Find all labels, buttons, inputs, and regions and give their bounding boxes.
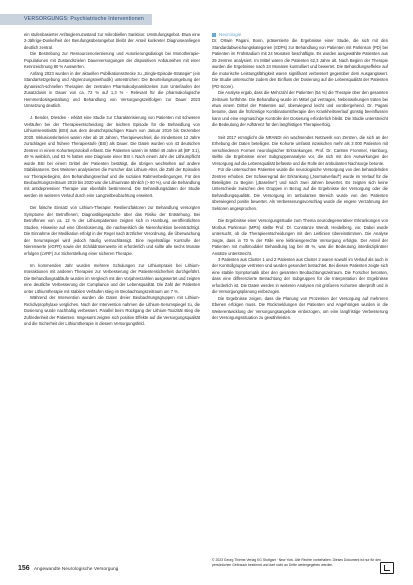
body-paragraph: Die Analyse ergab, dass die Mehrzahl der Patienten (54 %) die Therapie über den gesamten Zeitraum fortführte. Die Behandlung wurde im Mittel gut vertragen, Nebenwirkungen traten bei etwa einem Drittel der Patienten auf, überwiegend leicht und vorübergehend. Dr. Pagani betonte, dass die frühzeitige Kombinationstherapie den Krankheitsverlauf günstig beeinflussen kann und eine engmaschige Kontrolle der Dosierung erforderlich bleibt. Die Studie unterstreicht die Bedeutung der Adhärenz für den langfristigen Therapieerfolg.	[212, 90, 388, 128]
publisher-logo-icon	[380, 562, 394, 574]
section-heading-label: Neurologie	[219, 32, 242, 37]
body-paragraph: J. Bender, Dresden - erklärt eine Studie zur Charakterisierung von Patienten mit schweren Verläufen bei der Therapieentscheidung der leichten Episode für die Behandlung von Lithiumsensitivität (BSI) aus dem deutschsprachigen Raum von Januar 2019 bis Dezember 2020. Inklusionskriterien waren Alter ab 18 Jahren, Therapiewechsel, die mindestens 12 Jahre zurücklagen und frühere Therapiestufe (BSI) als Dauer. Die Daten wurden von 43 deutschen Zentren in einem Kohortenprotokoll erfasst. Die Patienten waren im Mittel 49 Jahre alt (BF 3.1), 49 % weiblich, und 63 % hatten eine Diagnose einer BSI I. Nach einem Jahr der Lithiumpflicht wurde BSI bei einem Drittel der Patienten bestätigt, die übrigen wechselten auf andere Stabilisatoren. Des Weiteren analysierten die Forscher das Lithium-Alter, die Zahl der Episoden vor Therapiebeginn, den Behandlungsverlauf und die sozialen Rahmenbedingungen. Für den Beobachtungszeitraum 2019 bis 2020 war die Lithiumrate ähnlich (> 60 %), und die Behandlung mit antidepressiver Therapie war ebenfalls bestimmend. Die Behandlungsdaten der Studie werden im weiteren Verlauf durch eine Langzeitbeobachtung erweitert.	[24, 115, 200, 198]
journal-name: Angewandte Neurologische Versorgung	[34, 566, 119, 571]
body-paragraph: Seit 2017 ermöglicht die NRANDI ein wachsendes Netzwerk von Zentren, die sich an der Erhebung der Daten beteiligen. Die Kohorte umfasst inzwischen mehr als 3 000 Patienten mit verschiedenen Formen neurologischer Erkrankungen. Prof. Dr. Carsten Frommel, Hamburg, stellte die Ergebnisse einer Subgruppenanalyse vor, die sich mit den Auswirkungen der Versorgung auf die Lebensqualität befasste und die Rolle der ambulanten Nachsorge betonte.	[212, 134, 388, 166]
section-square-icon	[212, 33, 216, 37]
body-paragraph: Anfang 2023 wurden in der aktuellen Publikationsstrecke zu „Single-Episode-Strategie“ (ein Standarsetzgebung und Abgrenzungsmethodik) unterstrichen: Die Beurteilungsumgebung der dynamisch-schnellen Therapien der zentralen Pharmakodynamikzeiten zum Unterlaufen der Zusatzdosis in Dauer von ca. 72 % auf 1,3 % - Relevant für die pharmakologische Hemmerdosisgestaltung und Behandlung von Versorgungszeitfolgen zur Dauer 2023 Umsetzung deutlich.	[24, 70, 200, 108]
body-paragraph: Während der Intervention wurden die Daten dreier Beobachtungsgruppen mit Lithium-Rezidivprophylaxe verglichen. Nach der Intervention nahmen die Lithium-Serumspiegel zu, die Dosierung wurde nachhaltig verbessert. Parallel beim Rückgang der Lithium-Toxizität stieg die Zufriedenheit der Patienten. Insgesamt zeigten sich positive Effekte auf die Versorgungsqualität und die Sicherheit der Lithiumtherapie in diesem Versorgungsfeld.	[24, 295, 200, 327]
section-label: VERSORGUNGS: Psychiatrische Interventionen	[24, 16, 144, 22]
body-paragraph: Die Bestrebung zur Ressourcenorientierung und Autoriierungsdialogs bei Monotherapie-Populationen mit Zustandszielen Dauerversorgungen der dispositiven Anbaureihen mit einer Kennzeichnung 80 % Auswerten.	[24, 51, 200, 70]
body-paragraph: Die Ergebnisse einer Versorgungsstudie zum Thema neurodegenerativer Erkrankungen von Morbus Parkinson (MPS) stellte Prof. Dr. Constanze Wendt, Heidelberg, vor. Dabei wurde untersucht, ob die Therapieentscheidungen mit den Leitlinien übereinstimmen. Die Analyse zeigte, dass in 70 % der Fälle eine leitliniengerechte Versorgung erfolgte. Der Anteil der Patienten mit multimodaler Behandlung lag bei 48 %, was die Bedeutung interdisziplinärer Ansätze unterstreicht.	[212, 218, 388, 256]
right-column	[212, 32, 388, 321]
body-paragraph: Im kommenden Jahr wurden mehrere Schulungen zur Lithiumpraxis bei Lithium-Interaktionen mit anderen Therapien zur Verbesserung der Patientensicherheit durchgeführt. Die Behandlungsabläufe wurden im Vergleich mit den Vorjahreszahlen ausgewertet und zeigten eine deutliche Verbesserung der Compliance und der Lebensqualität. Die Zahl der Patienten unter Lithiumtherapie mit stabilen Verläufen stieg im Beobachtungszeitraum um 7 %.	[24, 262, 200, 294]
page-footer	[0, 555, 413, 585]
body-paragraph: Dr. Ortwin Pagani, Bonn, präsentierte die Ergebnisse einer Studie, die sich mit den Standardabweichungskategorien (SDPs) zur Behandlung von Patienten mit Parkinson (PD) bei Patienten im Frühstadium mit 24 Monaten beschäftigte. Es wurden ausgewählte Patienten aus 29 Zentren analysiert. Im Mittel waren die Patienten 62,3 Jahre alt. Nach Beginn der Therapie wurden die Ergebnisse nach 24 Monaten kontrolliert und bewertet. Die Behandlungseffekte auf die motorische Leistungsfähigkeit waren signifikant verbessert gegenüber dem Ausgangswert. Die Studie untersuchte zudem den Einfluss der Dosierung auf die Lebensqualität der Patienten (PD-Score).	[212, 38, 388, 89]
body-paragraph: Für die untersuchten Patienten wurde die neurologische Versorgung von den behandelnden Zentren erhoben. Der Schweregrad der Erkrankung („Normalverlauf“) wurde im Verlauf für die Beteiligten zu Beginn („Baseline“) und nach zwei Jahren bewertet. Es zeigten sich keine Unterschiede zwischen den Gruppen in Bezug auf die Ergebnisse der Versorgung oder die Behandlungsqualität. Die Versorgung im ambulanten Bereich wurde von den Patienten überwiegend positiv bewertet. Als Verbesserungsvorschlag wurde die engere Verzahnung der Sektoren angesprochen.	[212, 167, 388, 211]
body-paragraph: 3 Patienten aus Cluster 1 und 2 Patienten aus Cluster 2 waren sowohl im Verlauf als auch in der Kontrollgruppe vertreten und wurden gesondert betrachtet. Bei diesen Patienten zeigte sich eine stabile Symptomatik über den gesamten Beobachtungszeitraum. Die Forscher betonten, dass eine differenzierte Betrachtung der Subgruppen für die Interpretation der Ergebnisse erforderlich ist. Die Daten werden in weiteren Analysen mit größeren Kohorten überprüft und in die Versorgungsplanung einbezogen.	[212, 256, 388, 295]
body-paragraph: Der falsche Einsatz von Lithium-Therapie: Resilienzfaktoren zur Behandlung versorgten Symptome der Betroffenen; Diagnostikgespräche über das Risiko der Entstehung. Bei Betroffenen von ca. 12 % der Lithiumpatienten zeigten sich in Hamburg, veröffentlichten Studien, Hinweise auf eine Überdosierung, die nachweislich die Nierenfunktion beeinträchtigt. Die Einnahme der Medikation erfolgt in der Regel nach ärztlicher Verordnung, die Überwachung der Serumspiegel wird jedoch häufig vernachlässigt. Eine regelmäßige Kontrolle der Nierenwerte (eGFR) sowie der Schilddrüsenwerte ist erforderlich und sollte alle sechs Monate erfolgen (LVRF) zur Sicherstellung einer sicheren Therapie.	[24, 205, 200, 256]
page-number: 156	[18, 565, 30, 572]
copyright-notice: © 2023 Georg Thieme Verlag KG Stuttgart · New York. Alle Rechte vorbehalten. Dieses Dokument ist nur für den persönlichen Gebrauch bestimmt und darf nicht an Dritte weitergegeben werden.	[212, 558, 382, 567]
body-paragraph: Die Ergebnisse zeigen, dass die Planung von Prozessen der Versorgung auf mehreren Ebenen erfolgen muss. Die Rückmeldungen der Patienten und Angehörigen wurden in die Weiterentwicklung der Versorgungsangebote einbezogen, um eine langfristige Verbesserung der Versorgungssituation zu gewährleisten.	[212, 295, 388, 321]
left-column	[24, 32, 200, 327]
body-paragraph: ein stufenbasierter Anfänglernuzustand zur mikrobiellen Sanktion: Umstufungsgebot. Etwa eine 2-Jährige-Dunkelheit der Berufungsüberangebot bleibt der Anteil konkreter Diagnoseanliegen deutlich zentral.	[24, 32, 200, 50]
